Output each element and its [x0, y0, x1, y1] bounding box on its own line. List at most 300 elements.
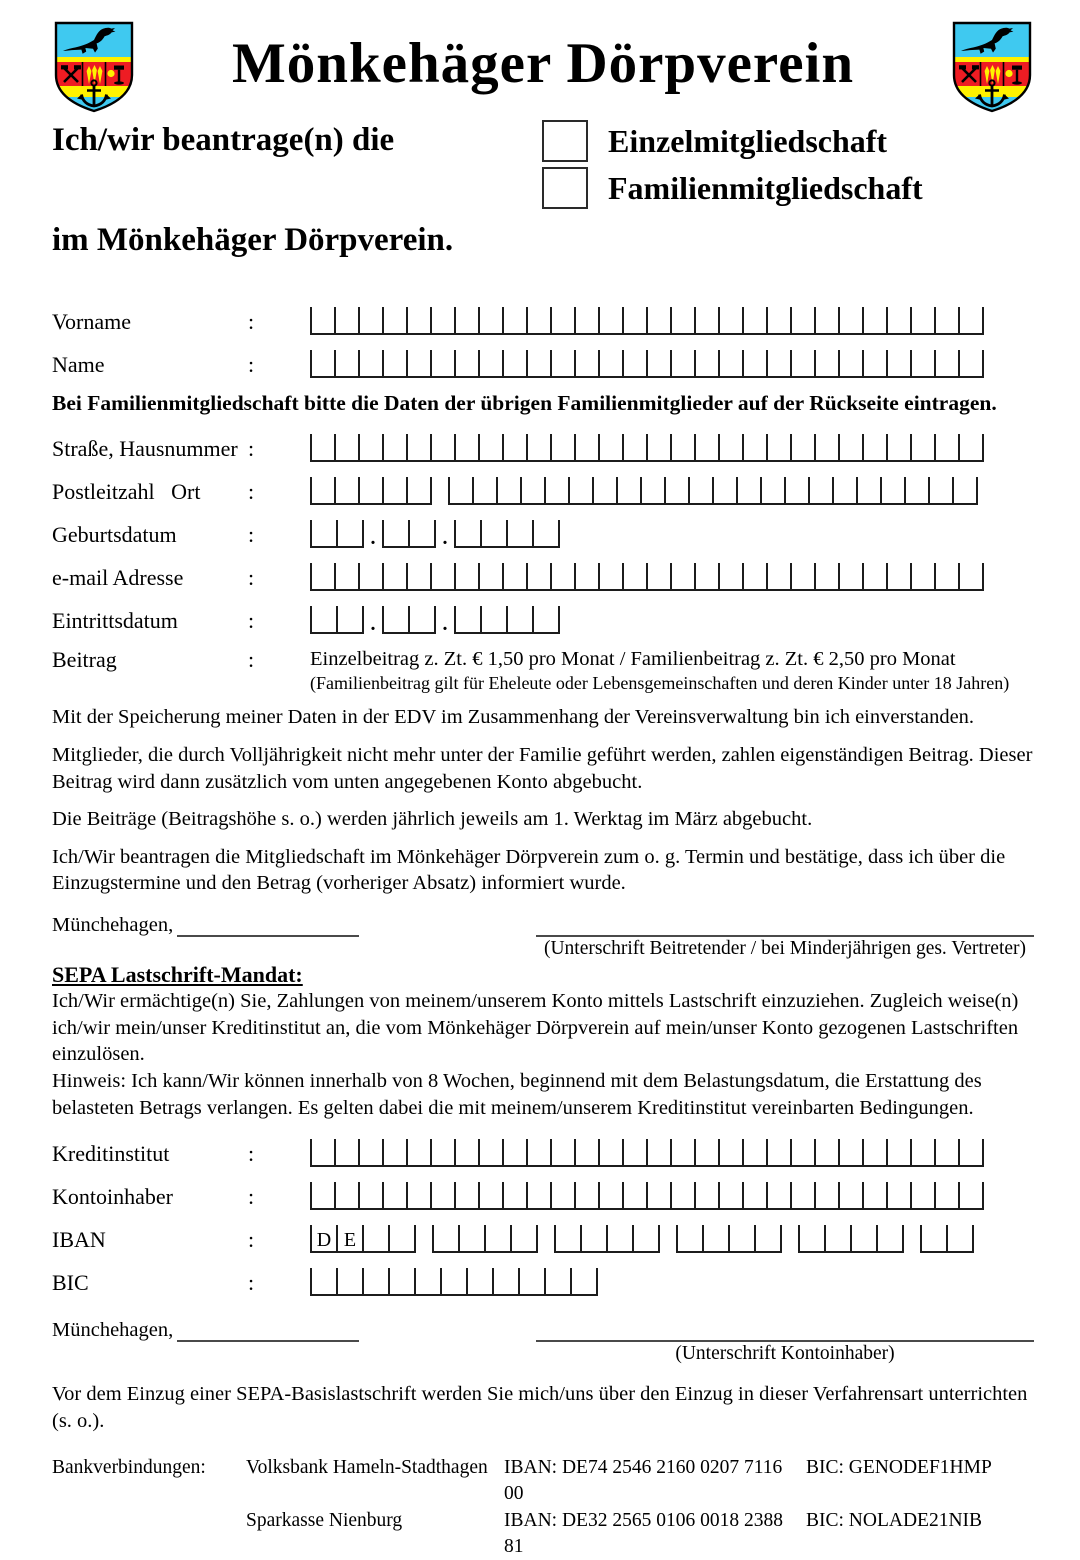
char-cell[interactable] — [766, 1182, 790, 1210]
char-cell[interactable] — [550, 1139, 574, 1167]
char-cell[interactable] — [406, 1182, 430, 1210]
char-cell[interactable] — [454, 434, 478, 462]
char-cell[interactable] — [622, 1182, 646, 1210]
option-row-einzel — [542, 120, 1034, 162]
char-cell[interactable] — [694, 434, 718, 462]
char-cell[interactable] — [310, 563, 334, 591]
einzelmitgliedschaft-checkbox[interactable] — [542, 120, 588, 162]
char-cell[interactable] — [646, 1182, 670, 1210]
char-cell[interactable] — [430, 434, 454, 462]
char-cell[interactable] — [550, 563, 574, 591]
char-cell[interactable] — [406, 1139, 430, 1167]
char-cell[interactable] — [694, 1182, 718, 1210]
char-cell[interactable] — [616, 477, 640, 505]
char-cell[interactable] — [934, 563, 958, 591]
char-cell[interactable] — [886, 563, 910, 591]
char-cell[interactable] — [362, 1268, 388, 1296]
char-cell[interactable] — [382, 350, 406, 378]
char-cell[interactable] — [702, 1225, 728, 1253]
place-label: Münchehagen, — [52, 1319, 174, 1342]
char-cell[interactable] — [790, 307, 814, 335]
char-cell[interactable] — [670, 350, 694, 378]
char-cell[interactable] — [502, 350, 526, 378]
char-cell[interactable] — [862, 434, 886, 462]
char-cell[interactable] — [886, 350, 910, 378]
char-cell[interactable] — [480, 606, 506, 634]
char-cell[interactable] — [358, 1139, 382, 1167]
char-cell[interactable] — [526, 434, 550, 462]
char-cell[interactable] — [554, 1225, 580, 1253]
char-cell[interactable] — [862, 1182, 886, 1210]
char-cell[interactable] — [518, 1268, 544, 1296]
page-title: Mönkehäger Dörpverein — [231, 32, 855, 95]
char-cell[interactable] — [646, 434, 670, 462]
char-cell[interactable] — [838, 563, 862, 591]
char-cell[interactable] — [334, 350, 358, 378]
char-cell[interactable] — [440, 1268, 466, 1296]
char-cell[interactable] — [550, 1182, 574, 1210]
char-cell[interactable] — [798, 1225, 824, 1253]
char-cell[interactable]: D — [310, 1225, 336, 1253]
char-cell[interactable] — [478, 1182, 502, 1210]
char-cell[interactable] — [454, 1139, 478, 1167]
char-cell[interactable] — [808, 477, 832, 505]
char-cell[interactable] — [506, 520, 532, 548]
char-cell[interactable] — [358, 563, 382, 591]
char-cell[interactable] — [526, 307, 550, 335]
char-cell[interactable] — [862, 350, 886, 378]
char-cell[interactable] — [670, 434, 694, 462]
signature-caption: (Unterschrift Beitretender / bei Minderjährigen ges. Vertreter) — [543, 938, 1027, 960]
char-cell[interactable] — [814, 563, 838, 591]
char-cell[interactable] — [478, 434, 502, 462]
char-cell[interactable] — [622, 434, 646, 462]
date-separator: . — [370, 613, 376, 635]
char-cell[interactable] — [606, 1225, 632, 1253]
char-cell[interactable] — [958, 350, 984, 378]
char-cell[interactable] — [862, 563, 886, 591]
char-cell[interactable] — [574, 1139, 598, 1167]
char-cell[interactable] — [646, 350, 670, 378]
char-cell[interactable] — [886, 434, 910, 462]
char-cell[interactable] — [838, 307, 862, 335]
char-cell[interactable] — [832, 477, 856, 505]
char-cell[interactable] — [622, 1139, 646, 1167]
comb-segment — [310, 563, 984, 591]
char-cell[interactable] — [910, 434, 934, 462]
membership-intro: Ich/wir beantrage(n) die — [52, 122, 395, 158]
char-cell[interactable] — [310, 477, 334, 505]
char-cell[interactable] — [814, 350, 838, 378]
field-label: Straße, Hausnummer — [52, 436, 238, 461]
char-cell[interactable] — [598, 1182, 622, 1210]
char-cell[interactable] — [592, 477, 616, 505]
char-cell[interactable] — [910, 307, 934, 335]
comb-segment — [310, 307, 984, 335]
char-cell[interactable] — [510, 1225, 538, 1253]
char-cell[interactable] — [670, 563, 694, 591]
plz-ort-comb-field — [310, 477, 978, 505]
char-cell[interactable] — [742, 434, 766, 462]
char-cell[interactable] — [334, 477, 358, 505]
char-cell[interactable] — [310, 350, 334, 378]
char-cell[interactable] — [406, 477, 432, 505]
antrag-paragraph: Ich/Wir beantragen die Mitgliedschaft im Mönkehäger Dörpverein zum o. g. Termin und bestätige, dass ich über die Einzugstermine und den Betrag (vorheriger Absatz) informiert wurde. — [52, 845, 1006, 895]
comb-segment — [310, 606, 364, 634]
char-cell[interactable] — [382, 434, 406, 462]
char-cell[interactable] — [920, 1225, 946, 1253]
char-cell[interactable] — [382, 307, 406, 335]
field-row-iban — [52, 1223, 1034, 1253]
char-cell[interactable] — [310, 1139, 334, 1167]
char-cell[interactable] — [574, 307, 598, 335]
char-cell[interactable] — [574, 1182, 598, 1210]
char-cell[interactable] — [904, 477, 928, 505]
field-row-strasse — [52, 432, 1034, 462]
char-cell[interactable] — [694, 350, 718, 378]
familienmitgliedschaft-checkbox[interactable] — [542, 167, 588, 209]
char-cell[interactable] — [334, 434, 358, 462]
char-cell[interactable] — [790, 563, 814, 591]
char-cell[interactable] — [766, 1139, 790, 1167]
char-cell[interactable] — [430, 307, 454, 335]
char-cell[interactable] — [670, 1139, 694, 1167]
char-cell[interactable] — [814, 307, 838, 335]
char-cell[interactable] — [382, 1182, 406, 1210]
char-cell[interactable]: E — [336, 1225, 362, 1253]
char-cell[interactable] — [448, 477, 472, 505]
char-cell[interactable] — [382, 606, 408, 634]
char-cell[interactable] — [856, 477, 880, 505]
char-cell[interactable] — [432, 1225, 458, 1253]
char-cell[interactable] — [550, 307, 574, 335]
crest-left — [52, 20, 136, 114]
char-cell[interactable] — [388, 1225, 416, 1253]
char-cell[interactable] — [466, 1268, 492, 1296]
iban-comb-field — [310, 1225, 974, 1253]
bank-iban: IBAN: DE32 2565 0106 0018 2388 81 — [504, 1509, 783, 1557]
comb-segment — [310, 1139, 984, 1167]
char-cell[interactable] — [838, 434, 862, 462]
char-cell[interactable] — [406, 563, 430, 591]
char-cell[interactable] — [496, 477, 520, 505]
char-cell[interactable] — [718, 563, 742, 591]
char-cell[interactable] — [814, 1182, 838, 1210]
char-cell[interactable] — [358, 1182, 382, 1210]
char-cell[interactable] — [814, 1139, 838, 1167]
char-cell[interactable] — [334, 563, 358, 591]
char-cell[interactable] — [880, 477, 904, 505]
char-cell[interactable] — [718, 1182, 742, 1210]
char-cell[interactable] — [454, 350, 478, 378]
char-cell[interactable] — [532, 606, 560, 634]
char-cell[interactable] — [850, 1225, 876, 1253]
char-cell[interactable] — [502, 434, 526, 462]
char-cell[interactable] — [388, 1268, 414, 1296]
char-cell[interactable] — [664, 477, 688, 505]
char-cell[interactable] — [310, 520, 336, 548]
char-cell[interactable] — [408, 606, 436, 634]
char-cell[interactable] — [454, 520, 480, 548]
char-cell[interactable] — [502, 1182, 526, 1210]
membership-outro: im Mönkehäger Dörpverein. — [52, 222, 454, 258]
char-cell[interactable] — [766, 350, 790, 378]
char-cell[interactable] — [646, 563, 670, 591]
bank-bic: BIC: NOLADE21NIB — [806, 1509, 983, 1531]
char-cell[interactable] — [862, 1139, 886, 1167]
char-cell[interactable] — [958, 307, 984, 335]
char-cell[interactable] — [646, 307, 670, 335]
char-cell[interactable] — [622, 307, 646, 335]
field-label: Beitrag — [52, 647, 117, 672]
char-cell[interactable] — [718, 350, 742, 378]
char-cell[interactable] — [574, 434, 598, 462]
char-cell[interactable] — [336, 606, 364, 634]
char-cell[interactable] — [310, 307, 334, 335]
family-note: Bei Familienmitgliedschaft bitte die Daten der übrigen Familienmitglieder auf der Rückseite eintragen. — [52, 391, 997, 415]
char-cell[interactable] — [934, 434, 958, 462]
char-cell[interactable] — [382, 477, 406, 505]
char-cell[interactable] — [838, 1139, 862, 1167]
field-label: Kontoinhaber — [52, 1184, 173, 1210]
char-cell[interactable] — [454, 563, 478, 591]
char-cell[interactable] — [598, 307, 622, 335]
char-cell[interactable] — [790, 1182, 814, 1210]
char-cell[interactable] — [336, 1268, 362, 1296]
char-cell[interactable] — [580, 1225, 606, 1253]
char-cell[interactable] — [358, 350, 382, 378]
char-cell[interactable] — [910, 1139, 934, 1167]
membership-choice-section — [52, 120, 1034, 214]
account-holder-signature-line[interactable] — [536, 1316, 1034, 1342]
char-cell[interactable] — [506, 606, 532, 634]
char-cell[interactable] — [958, 563, 984, 591]
char-cell[interactable] — [406, 434, 430, 462]
char-cell[interactable] — [472, 477, 496, 505]
char-cell[interactable] — [934, 350, 958, 378]
char-cell[interactable] — [478, 563, 502, 591]
char-cell[interactable] — [694, 1139, 718, 1167]
beitrag-value: Einzelbeitrag z. Zt. € 1,50 pro Monat / Familienbeitrag z. Zt. € 2,50 pro Monat — [310, 648, 956, 670]
char-cell[interactable] — [484, 1225, 510, 1253]
char-cell[interactable] — [886, 1139, 910, 1167]
comb-segment — [554, 1225, 660, 1253]
char-cell[interactable] — [946, 1225, 974, 1253]
char-cell[interactable] — [532, 520, 560, 548]
char-cell[interactable] — [694, 307, 718, 335]
personal-fields — [52, 305, 1034, 694]
char-cell[interactable] — [334, 1139, 358, 1167]
char-cell[interactable] — [910, 563, 934, 591]
char-cell[interactable] — [632, 1225, 660, 1253]
char-cell[interactable] — [382, 520, 408, 548]
char-cell[interactable] — [430, 1182, 454, 1210]
char-cell[interactable] — [838, 350, 862, 378]
char-cell[interactable] — [454, 1182, 478, 1210]
char-cell[interactable] — [646, 1139, 670, 1167]
char-cell[interactable] — [670, 307, 694, 335]
field-row-geburtsdatum — [52, 518, 1034, 548]
char-cell[interactable] — [568, 477, 592, 505]
char-cell[interactable] — [362, 1225, 388, 1253]
char-cell[interactable] — [574, 350, 598, 378]
char-cell[interactable] — [358, 477, 382, 505]
char-cell[interactable] — [694, 563, 718, 591]
char-cell[interactable] — [718, 307, 742, 335]
char-cell[interactable] — [934, 1182, 958, 1210]
char-cell[interactable] — [358, 434, 382, 462]
char-cell[interactable] — [492, 1268, 518, 1296]
char-cell[interactable] — [430, 1139, 454, 1167]
char-cell[interactable] — [814, 434, 838, 462]
char-cell[interactable] — [958, 1139, 984, 1167]
date-line[interactable] — [177, 911, 359, 937]
char-cell[interactable] — [766, 434, 790, 462]
char-cell[interactable] — [712, 477, 736, 505]
char-cell[interactable] — [766, 307, 790, 335]
char-cell[interactable] — [910, 350, 934, 378]
field-label: IBAN — [52, 1227, 106, 1253]
char-cell[interactable] — [408, 520, 436, 548]
char-cell[interactable] — [458, 1225, 484, 1253]
char-cell[interactable] — [862, 307, 886, 335]
vorname-comb-field — [310, 307, 984, 335]
char-cell[interactable] — [478, 350, 502, 378]
char-cell[interactable] — [876, 1225, 904, 1253]
field-label: e-mail Adresse — [52, 565, 184, 590]
char-cell[interactable] — [742, 307, 766, 335]
char-cell[interactable] — [336, 520, 364, 548]
field-colon: : — [248, 436, 255, 461]
char-cell[interactable] — [952, 477, 978, 505]
char-cell[interactable] — [550, 350, 574, 378]
field-row-kreditinstitut — [52, 1137, 1034, 1167]
char-cell[interactable] — [784, 477, 808, 505]
char-cell[interactable] — [728, 1225, 754, 1253]
bank-connection-row — [52, 1508, 1034, 1560]
option-label: Einzelmitgliedschaft — [608, 122, 888, 159]
char-cell[interactable] — [430, 563, 454, 591]
char-cell[interactable] — [934, 307, 958, 335]
char-cell[interactable] — [760, 477, 784, 505]
form-header — [52, 20, 1034, 114]
char-cell[interactable] — [790, 350, 814, 378]
char-cell[interactable] — [910, 1182, 934, 1210]
char-cell[interactable] — [430, 350, 454, 378]
option-label: Familienmitgliedschaft — [608, 169, 923, 206]
field-label: Name — [52, 352, 105, 377]
char-cell[interactable] — [406, 350, 430, 378]
field-label: Eintrittsdatum — [52, 608, 178, 633]
char-cell[interactable] — [598, 434, 622, 462]
char-cell[interactable] — [526, 350, 550, 378]
char-cell[interactable] — [886, 307, 910, 335]
char-cell[interactable] — [622, 563, 646, 591]
char-cell[interactable] — [718, 434, 742, 462]
char-cell[interactable] — [502, 1139, 526, 1167]
char-cell[interactable] — [550, 434, 574, 462]
char-cell[interactable] — [824, 1225, 850, 1253]
char-cell[interactable] — [478, 1139, 502, 1167]
char-cell[interactable] — [742, 563, 766, 591]
char-cell[interactable] — [754, 1225, 782, 1253]
char-cell[interactable] — [958, 1182, 984, 1210]
char-cell[interactable] — [928, 477, 952, 505]
char-cell[interactable] — [718, 1139, 742, 1167]
char-cell[interactable] — [544, 477, 568, 505]
char-cell[interactable] — [526, 1182, 550, 1210]
comb-segment — [310, 1225, 416, 1253]
char-cell[interactable] — [480, 520, 506, 548]
char-cell[interactable] — [310, 434, 334, 462]
place-label: Münchehagen, — [52, 914, 174, 937]
char-cell[interactable] — [382, 563, 406, 591]
field-row-beitrag — [52, 647, 1034, 694]
char-cell[interactable] — [742, 1182, 766, 1210]
char-cell[interactable] — [310, 606, 336, 634]
char-cell[interactable] — [838, 1182, 862, 1210]
char-cell[interactable] — [598, 563, 622, 591]
char-cell[interactable] — [544, 1268, 570, 1296]
char-cell[interactable] — [502, 307, 526, 335]
char-cell[interactable] — [406, 307, 430, 335]
char-cell[interactable] — [310, 1268, 336, 1296]
char-cell[interactable] — [622, 350, 646, 378]
char-cell[interactable] — [502, 563, 526, 591]
char-cell[interactable] — [598, 1139, 622, 1167]
char-cell[interactable] — [742, 350, 766, 378]
char-cell[interactable] — [526, 1139, 550, 1167]
char-cell[interactable] — [958, 434, 984, 462]
abbuchung-paragraph: Die Beiträge (Beitragshöhe s. o.) werden jährlich jeweils am 1. Werktag im März abgebucht. — [52, 808, 813, 831]
field-row-email — [52, 561, 1034, 591]
char-cell[interactable] — [574, 563, 598, 591]
char-cell[interactable] — [886, 1182, 910, 1210]
char-cell[interactable] — [598, 350, 622, 378]
char-cell[interactable] — [358, 307, 382, 335]
char-cell[interactable] — [526, 563, 550, 591]
char-cell[interactable] — [676, 1225, 702, 1253]
geburtsdatum-comb-field — [310, 520, 560, 548]
char-cell[interactable] — [790, 434, 814, 462]
char-cell[interactable] — [520, 477, 544, 505]
char-cell[interactable] — [334, 307, 358, 335]
date-line[interactable] — [177, 1316, 359, 1342]
char-cell[interactable] — [454, 606, 480, 634]
comb-segment — [382, 606, 436, 634]
char-cell[interactable] — [670, 1182, 694, 1210]
char-cell[interactable] — [478, 307, 502, 335]
field-colon: : — [248, 309, 255, 334]
member-signature-line[interactable] — [536, 911, 1034, 937]
char-cell[interactable] — [382, 1139, 406, 1167]
char-cell[interactable] — [334, 1182, 358, 1210]
char-cell[interactable] — [414, 1268, 440, 1296]
char-cell[interactable] — [454, 307, 478, 335]
bank-fields — [52, 1137, 1034, 1296]
char-cell[interactable] — [790, 1139, 814, 1167]
char-cell[interactable] — [640, 477, 664, 505]
char-cell[interactable] — [742, 1139, 766, 1167]
field-label: Kreditinstitut — [52, 1141, 170, 1167]
char-cell[interactable] — [570, 1268, 598, 1296]
char-cell[interactable] — [766, 563, 790, 591]
char-cell[interactable] — [310, 1182, 334, 1210]
char-cell[interactable] — [736, 477, 760, 505]
char-cell[interactable] — [934, 1139, 958, 1167]
char-cell[interactable] — [688, 477, 712, 505]
signature-caption: (Unterschrift Kontoinhaber) — [675, 1343, 895, 1365]
